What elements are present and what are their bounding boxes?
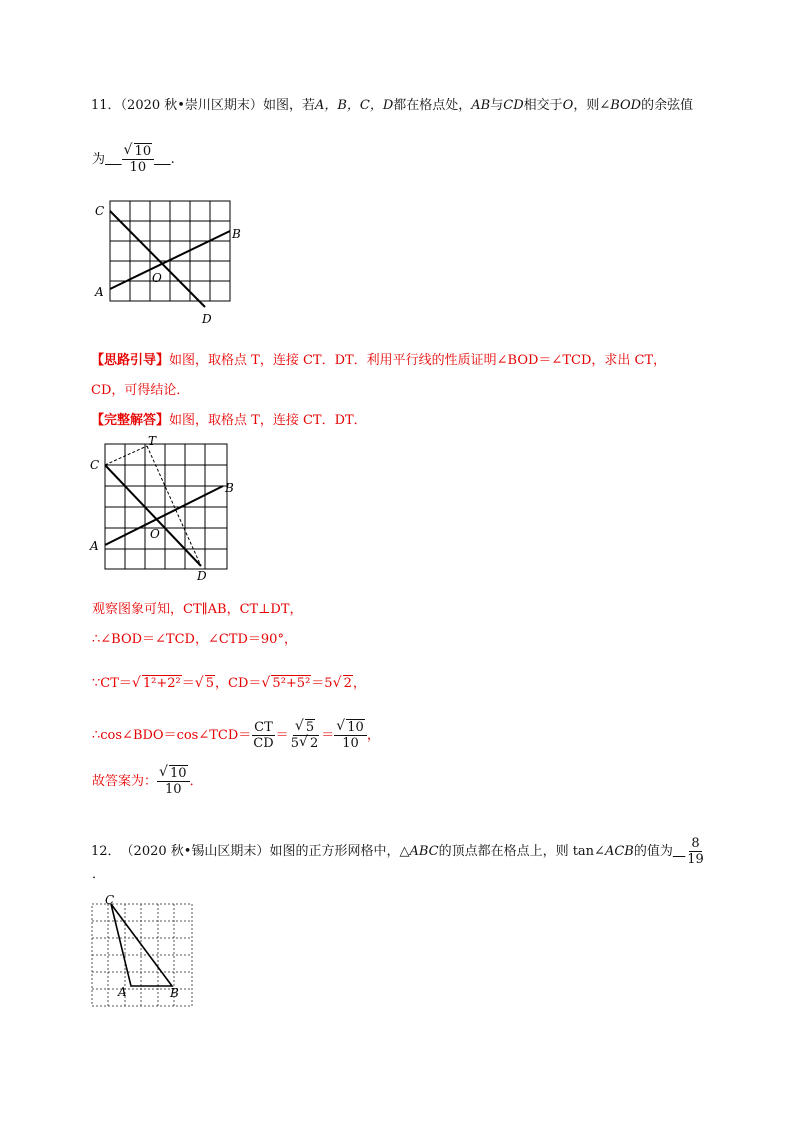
q11-stem-text-6: 的余弦值: [641, 98, 694, 113]
q11-line-4: [92, 720, 380, 751]
q11-line-2: ∴∠BOD＝∠TCD，∠CTD＝90°，: [92, 632, 297, 647]
q11-line3-ct-eq: ＝: [181, 676, 195, 691]
q11-sol-label-a: A: [90, 539, 99, 553]
q11-line4-f1-den: CD: [253, 736, 274, 751]
q11-hint: [91, 352, 666, 370]
q11-hint-tag: 【思路引导】: [91, 353, 170, 368]
q11-line3-ct: ∵CT＝: [92, 676, 132, 691]
q11-line4-f3-num: 10: [347, 720, 364, 735]
q11-final-answer: [92, 766, 203, 797]
q11-line4-frac-3: [334, 720, 367, 751]
q11-line4-f2-den-b: 2: [309, 736, 319, 751]
q11-line4-frac-2: [289, 720, 322, 751]
q11-stem-cd: CD: [503, 98, 524, 113]
q11-line3-cd-val: 2: [343, 676, 352, 691]
q11-line3-cd-rad: 5²+5²: [272, 676, 311, 691]
q12-stem-text-2: 的顶点都在格点上，则 tan∠: [438, 843, 605, 859]
q11-stem-bod: BOD: [610, 98, 642, 113]
q11-solution-figure: [88, 434, 248, 584]
q12-number: 12．: [91, 843, 121, 859]
q11-sol-label-t: T: [148, 434, 157, 448]
q11-solution-text: 如图，取格点 T，连接 CT．DT．: [169, 413, 367, 428]
q11-final-pre: 故答案为：: [92, 773, 158, 789]
q11-sol-label-c: C: [90, 458, 100, 472]
q11-answer-num: 10: [134, 144, 152, 159]
q11-answer-fraction: [122, 144, 155, 175]
q12-stem-text: 如图的正方形网格中，△: [269, 843, 410, 859]
q12-label-b: B: [170, 986, 179, 1000]
q11-final-num: 10: [170, 766, 187, 781]
q11-stem-ab: AB: [471, 98, 491, 113]
q11-line3-ct-rad: 1²+2²: [142, 676, 181, 691]
q11-hint-text-1: 如图，取格点 T，连接 CT．DT．利用平行线的性质证明∠BOD＝∠TCD，求出 CT，: [169, 353, 667, 368]
q11-line4-f2-den-a: 5: [290, 736, 299, 751]
q11-sol-line-td: [147, 446, 201, 566]
q11-label-d: D: [202, 312, 212, 326]
q12-stem-abc: ABC: [409, 843, 439, 859]
q11-label-b: B: [232, 227, 241, 241]
q11-line4-pre: ∴cos∠BDO＝cos∠TCD＝: [92, 727, 252, 743]
q11-line4-eq1: ＝: [275, 727, 289, 743]
q11-sol-line-ct: [105, 446, 147, 465]
q11-line3-cd-eq: ＝5: [311, 676, 333, 691]
q12-stem-acb: ACB: [604, 843, 634, 859]
q11-line-1: 观察图象可知，CT∥AB，CT⊥DT，: [92, 602, 303, 617]
q11-line4-end: ，: [366, 727, 380, 743]
q11-stem-text: 如图，若: [262, 98, 315, 113]
q11-stem-o: O: [562, 98, 574, 113]
q11-line4-f1-num: CT: [254, 720, 273, 735]
q11-final-end: ．: [189, 773, 203, 789]
q11-stem-text-3: 与: [490, 98, 504, 113]
q12-stem-text-3: 的值为: [633, 843, 673, 859]
q11-stem: [91, 97, 693, 115]
q11-answer-prefix: 为: [92, 152, 106, 167]
q11-label-c: C: [95, 204, 105, 218]
q11-source: （2020 秋•崇川区期末）: [120, 98, 263, 113]
q11-stem-text-5: ，则∠: [573, 98, 611, 113]
q11-stem-text-2: 都在格点处，: [393, 98, 472, 113]
q11-line-cd: [110, 211, 205, 307]
q11-line4-eq2: ＝: [321, 727, 335, 743]
q11-solution-tag: 【完整解答】: [91, 413, 170, 428]
q11-number: 11．: [91, 98, 121, 113]
q12-answer-end: ．: [92, 867, 106, 882]
q11-stem-vars: A，B，C，D: [314, 98, 394, 113]
q11-sol-label-d: D: [197, 569, 207, 583]
q12-answer-fraction: [685, 836, 706, 867]
q11-sol-line-cd: [105, 465, 201, 566]
q12-label-a: A: [118, 985, 127, 999]
q11-line4-frac-1: [251, 720, 275, 751]
q11-final-fraction: [157, 766, 190, 797]
q12-label-c: C: [105, 893, 115, 907]
q12-source: （2020 秋•锡山区期末）: [120, 843, 270, 859]
q11-line3-end: ，: [352, 676, 366, 691]
q11-figure-grid: [90, 190, 250, 330]
q11-sol-label-b: B: [225, 481, 234, 495]
q11-final-den: 10: [165, 782, 182, 797]
q12-stem: [91, 836, 706, 867]
q11-line4-f3-den: 10: [342, 736, 359, 751]
q11-hint-text-2: CD，可得结论．: [91, 383, 190, 398]
q11-line3-cd: ，CD＝: [215, 676, 262, 691]
q11-answer-end: .: [170, 152, 175, 167]
q11-line3-ct-val: 5: [205, 676, 215, 691]
q12-answer-den: 19: [687, 852, 704, 867]
q11-label-a: A: [95, 285, 104, 299]
q11-line4-f2-num: 5: [305, 720, 315, 735]
q11-label-o: O: [152, 271, 162, 285]
q11-solution: [91, 412, 367, 430]
q11-stem-text-4: 相交于: [523, 98, 563, 113]
q11-line-3: [92, 675, 366, 693]
q11-sol-label-o: O: [150, 527, 160, 541]
q12-answer-num: 8: [691, 836, 700, 851]
q11-answer-den: 10: [129, 160, 147, 175]
q12-figure-grid: [88, 892, 198, 1008]
q11-answer-line: [92, 144, 175, 175]
